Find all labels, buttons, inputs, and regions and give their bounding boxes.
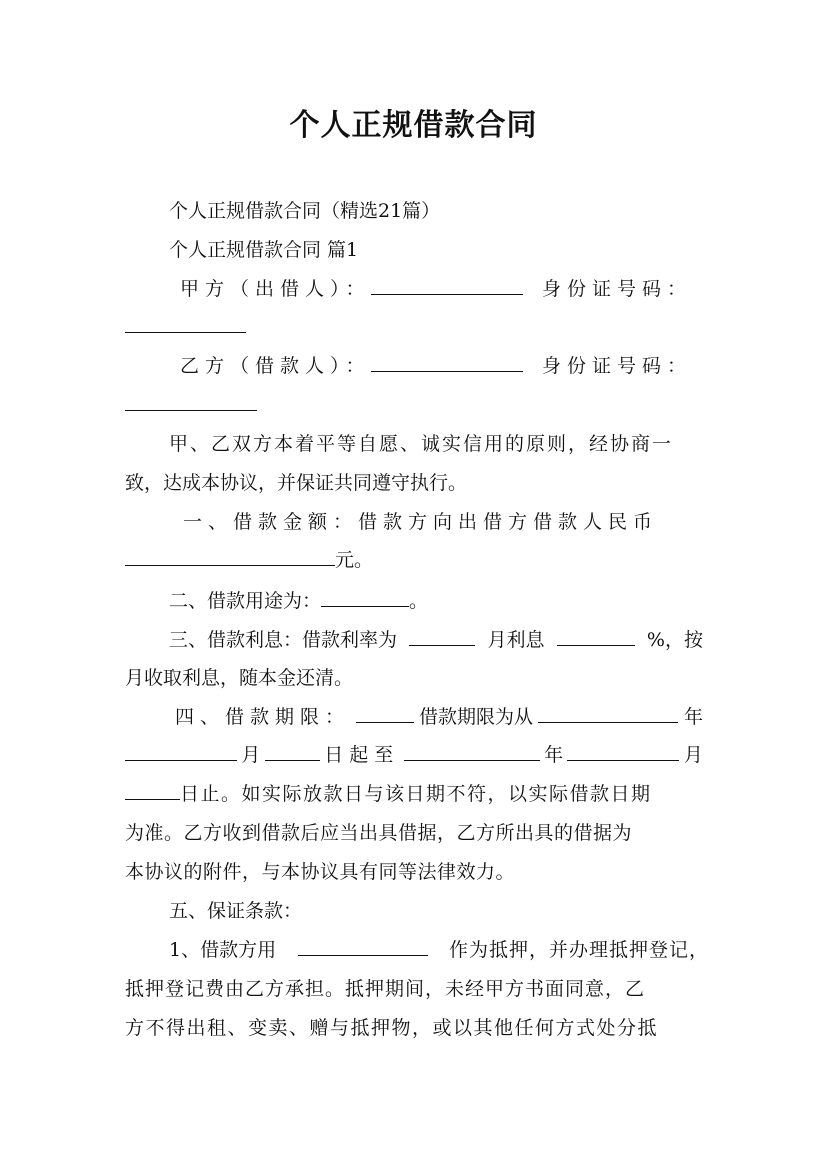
document-title: 个人正规借款合同 (289, 108, 538, 143)
party-a-row (180, 274, 692, 304)
party-a-blank[interactable] (371, 274, 523, 295)
party-a-id-row (125, 312, 703, 342)
end-year-blank[interactable] (404, 740, 540, 761)
term-line3 (125, 779, 703, 809)
day-from-label: 日起至 (324, 744, 400, 766)
term-line4: 为准。乙方收到借款后应当出具借据，乙方所出具的借据为 (125, 822, 633, 844)
start-month-label: 月 (241, 744, 261, 766)
interest-rate-blank[interactable] (409, 625, 475, 646)
start-year-blank[interactable] (538, 702, 678, 723)
id-label-b: 身份证号码： (541, 355, 692, 377)
party-b-id-row (125, 390, 703, 420)
party-a-label: 甲方（出借人）： (180, 278, 371, 300)
party-b-label: 乙方（借款人）： (180, 355, 371, 377)
term-blank[interactable] (356, 702, 414, 723)
purpose-label: 二、借款用途为： (169, 590, 322, 612)
para1-line1: 甲、乙双方本着平等自愿、诚实信用的原则，经协商一 (169, 433, 674, 455)
purpose-blank[interactable] (321, 586, 409, 607)
interest-line2: 月收取利息，随本金还清。 (125, 667, 354, 689)
party-b-id-blank[interactable] (125, 390, 257, 411)
term-line5: 本协议的附件，与本协议具有同等法律效力。 (125, 861, 516, 883)
interest-end: %，按 (646, 629, 703, 651)
party-a-id-blank[interactable] (125, 312, 246, 333)
end-month-label: 月 (683, 744, 703, 766)
amount-line1: 一、借款金额：借款方向出借方借款人民币 (183, 511, 659, 533)
g1-end: 作为抵押，并办理抵押登记， (448, 939, 709, 961)
start-month-blank[interactable] (125, 740, 237, 761)
section-heading: 个人正规借款合同 篇1 (169, 239, 359, 261)
end-month-blank[interactable] (567, 740, 679, 761)
guarantee-line2: 抵押登记费由乙方承担。抵押期间，未经甲方书面同意，乙 (125, 978, 646, 1000)
purpose-line (169, 586, 747, 616)
amount-unit: 元。 (335, 549, 374, 571)
para1-line2: 致，达成本协议，并保证共同遵守执行。 (125, 472, 468, 494)
end-day-blank[interactable] (125, 779, 180, 800)
end-year-label: 年 (544, 744, 564, 766)
doc-subtitle: 个人正规借款合同（精选21篇） (169, 200, 441, 222)
id-label-a: 身份证号码： (541, 278, 692, 300)
party-b-row (180, 351, 692, 381)
purpose-end: 。 (409, 590, 429, 612)
amount-blank[interactable] (125, 545, 335, 566)
amount-line2 (125, 545, 703, 575)
party-b-blank[interactable] (371, 351, 523, 372)
term-line2 (125, 740, 703, 770)
interest-mid: 月利息 (487, 629, 545, 651)
guarantee-line1 (169, 935, 709, 965)
term-label: 四、借款期限： (175, 706, 351, 728)
day-to-text: 日止。如实际放款日与该日期不符，以实际借款日期 (180, 783, 652, 805)
monthly-interest-blank[interactable] (557, 625, 635, 646)
term-line1 (175, 702, 703, 732)
start-year-label: 年 (683, 706, 703, 728)
start-day-blank[interactable] (265, 740, 320, 761)
guarantee-title: 五、保证条款： (169, 900, 303, 922)
term-from: 借款期限为从 (418, 706, 533, 728)
interest-line1 (169, 625, 703, 655)
guarantee-line3: 方不得出租、变卖、赠与抵押物，或以其他任何方式处分抵 (125, 1017, 659, 1039)
interest-label: 三、借款利息：借款利率为 (169, 629, 398, 651)
g1-start: 1、借款方用 (169, 939, 277, 961)
collateral-blank[interactable] (298, 935, 428, 956)
